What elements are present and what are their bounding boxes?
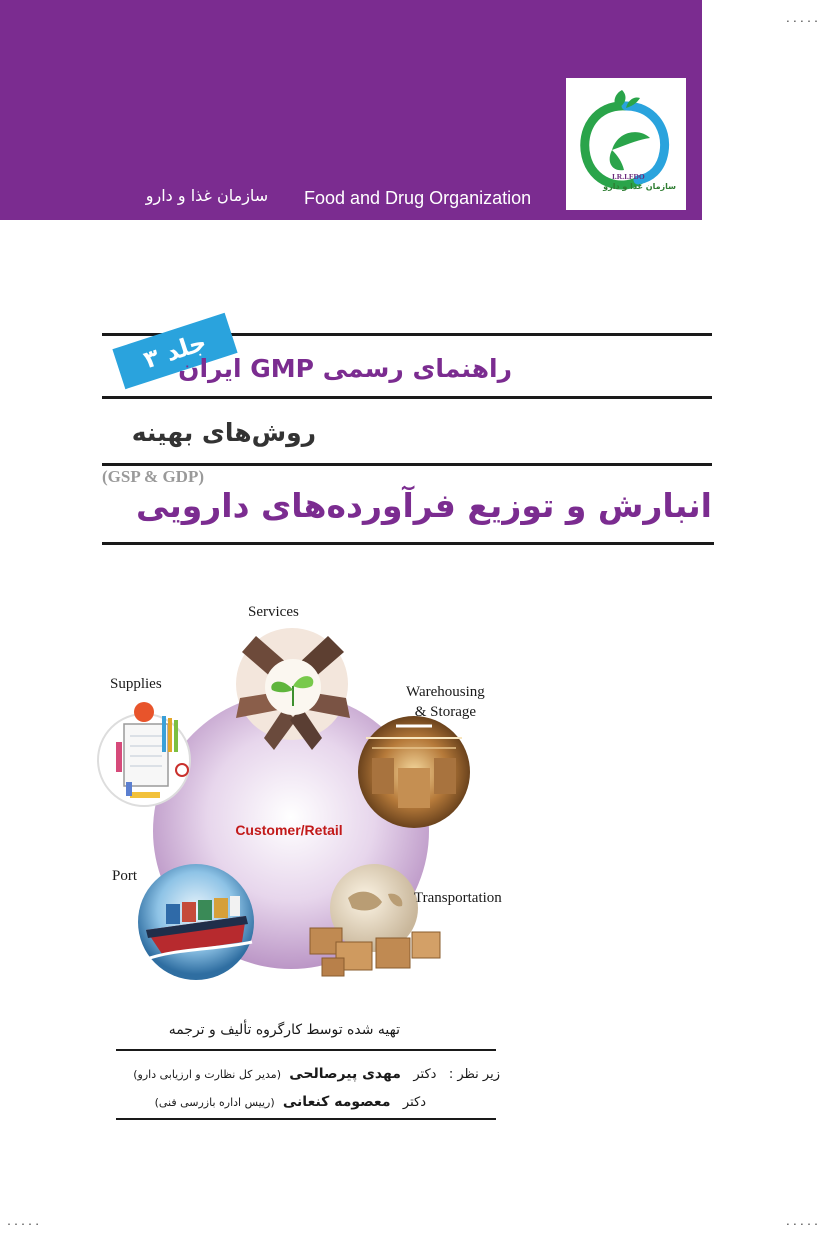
diagram-center-label: Customer/Retail	[235, 822, 343, 838]
diagram-label-port: Port	[112, 868, 138, 884]
guide-title: راهنمای رسمی GMP ایران	[178, 354, 512, 383]
stationery-icon	[98, 702, 190, 806]
crop-mark-bottom-left: .....	[6, 1217, 42, 1228]
supervisor-line-1	[90, 1066, 500, 1082]
diagram-label-warehousing-line1: Warehousing	[406, 684, 485, 700]
org-name-fa: سازمان غذا و دارو	[145, 186, 269, 205]
cargo-ship-icon	[138, 864, 254, 980]
diagram-label-services: Services	[248, 604, 299, 620]
supervisor-1-role: (مدیر کل نظارت و ارزیابی دارو)	[133, 1068, 281, 1081]
supply-chain-diagram	[96, 598, 536, 988]
main-title: انبارش و توزیع فرآورده‌های دارویی	[135, 486, 712, 525]
supervisor-1-name: مهدی پیرصالحی	[289, 1066, 401, 1082]
title-rule-2	[102, 396, 712, 399]
supervisor-line-2	[90, 1094, 426, 1110]
header-band	[0, 0, 702, 220]
prepared-by-line: تهیه شده توسط کارگروه تألیف و ترجمه	[168, 1022, 400, 1038]
title-rule-4	[102, 542, 714, 545]
best-practice-heading: روش‌های بهینه	[131, 418, 316, 447]
crop-mark-top-right: .....	[784, 14, 820, 25]
logo-name-fa: سازمان غذا و دارو	[603, 182, 676, 191]
supervisor-1-title: دکتر	[413, 1067, 437, 1082]
supervisor-2-title: دکتر	[402, 1095, 426, 1110]
title-rule-3	[102, 463, 712, 466]
diagram-label-transportation: Transportation	[414, 890, 502, 906]
logo-abbreviation: I.R.I.FDO	[612, 172, 645, 181]
abbreviation-note: (GSP & GDP)	[102, 467, 204, 486]
org-name-en: Food and Drug Organization	[304, 188, 532, 208]
warehouse-icon	[358, 716, 470, 828]
fda-logo	[566, 78, 686, 210]
volume-badge: جلد ۳	[112, 313, 237, 389]
crop-mark-bottom-right: .....	[784, 1217, 820, 1228]
diagram-label-supplies: Supplies	[110, 676, 162, 692]
supervision-label: زیر نظر :	[448, 1067, 500, 1082]
credits-rule-bottom	[116, 1118, 496, 1120]
diagram-label-warehousing-line2: & Storage	[414, 704, 477, 720]
diagram-label-warehousing	[406, 682, 485, 722]
supervisor-2-role: (رییس اداره بازرسی فنی)	[154, 1096, 275, 1109]
credits-rule-top	[116, 1049, 496, 1051]
supervisor-2-name: معصومه کنعانی	[282, 1094, 391, 1110]
